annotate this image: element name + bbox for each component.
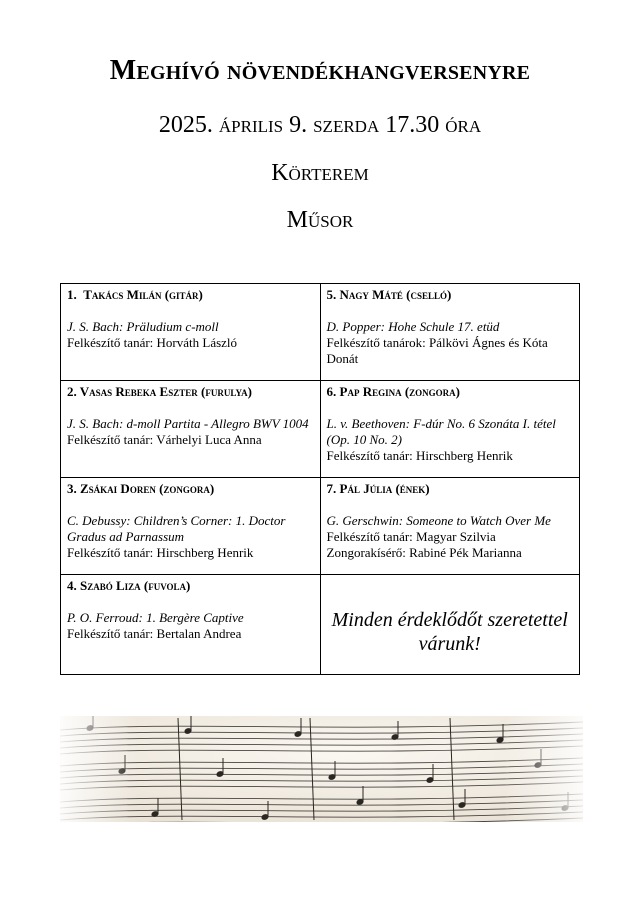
- performer-heading: 5. Nagy Máté (cselló): [326, 287, 452, 302]
- piece-title: J. S. Bach: d-moll Partita - Allegro BWV 1004: [67, 416, 309, 431]
- piece-title: D. Popper: Hohe Schule 17. etüd: [326, 319, 500, 334]
- program-item-4: [61, 575, 321, 675]
- teacher-line: Felkészítő tanár: Horváth László: [67, 335, 238, 350]
- program-table: [60, 283, 580, 675]
- teacher-line: Felkészítő tanárok: Pálkövi Ágnes és Kóta Donát: [326, 335, 548, 366]
- performer-heading: 4. Szabó Liza (fuvola): [67, 578, 191, 593]
- performer-heading: 6. Pap Regina (zongora): [326, 384, 460, 399]
- piece-title: G. Gerschwin: Someone to Watch Over Me: [326, 513, 551, 528]
- program-item-2: [61, 381, 321, 478]
- performer-heading: 2. Vasas Rebeka Eszter (furulya): [67, 384, 252, 399]
- performer-heading: 7. Pál Júlia (ének): [326, 481, 430, 496]
- piece-title: L. v. Beethoven: F-dúr No. 6 Szonáta I. tétel (Op. 10 No. 2): [326, 416, 556, 447]
- program-item-3: [61, 478, 321, 575]
- sheet-music-graphic: [60, 716, 583, 822]
- teacher-line: Felkészítő tanár: Magyar Szilvia: [326, 529, 496, 544]
- closing-message: Minden érdeklődőt szeretettel várunk!: [320, 575, 580, 675]
- sheet-music-image: [60, 716, 583, 822]
- accompanist-line: Zongorakísérő: Rabiné Pék Marianna: [326, 545, 522, 560]
- performer-heading: 3. Zsákai Doren (zongora): [67, 481, 215, 496]
- piece-title: J. S. Bach: Präludium c-moll: [67, 319, 219, 334]
- teacher-line: Felkészítő tanár: Bertalan Andrea: [67, 626, 242, 641]
- teacher-line: Felkészítő tanár: Hirschberg Henrik: [67, 545, 254, 560]
- piece-title: C. Debussy: Children’s Corner: 1. Doctor Gradus ad Parnassum: [67, 513, 286, 544]
- event-date: 2025. április 9. szerda 17.30 óra: [158, 112, 482, 138]
- teacher-line: Felkészítő tanár: Hirschberg Henrik: [326, 448, 513, 463]
- piece-title: P. O. Ferroud: 1. Bergère Captive: [67, 610, 244, 625]
- performer-heading: 1. Takács Milán (gitár): [67, 287, 203, 302]
- teacher-line: Felkészítő tanár: Várhelyi Luca Anna: [67, 432, 262, 447]
- event-venue: Körterem: [271, 160, 369, 186]
- program-item-1: [61, 284, 321, 381]
- program-heading: Műsor: [286, 207, 354, 233]
- program-item-6: [320, 381, 580, 478]
- invitation-title: Meghívó növendékhangversenyre: [109, 55, 531, 86]
- program-item-7: [320, 478, 580, 575]
- program-item-5: [320, 284, 580, 381]
